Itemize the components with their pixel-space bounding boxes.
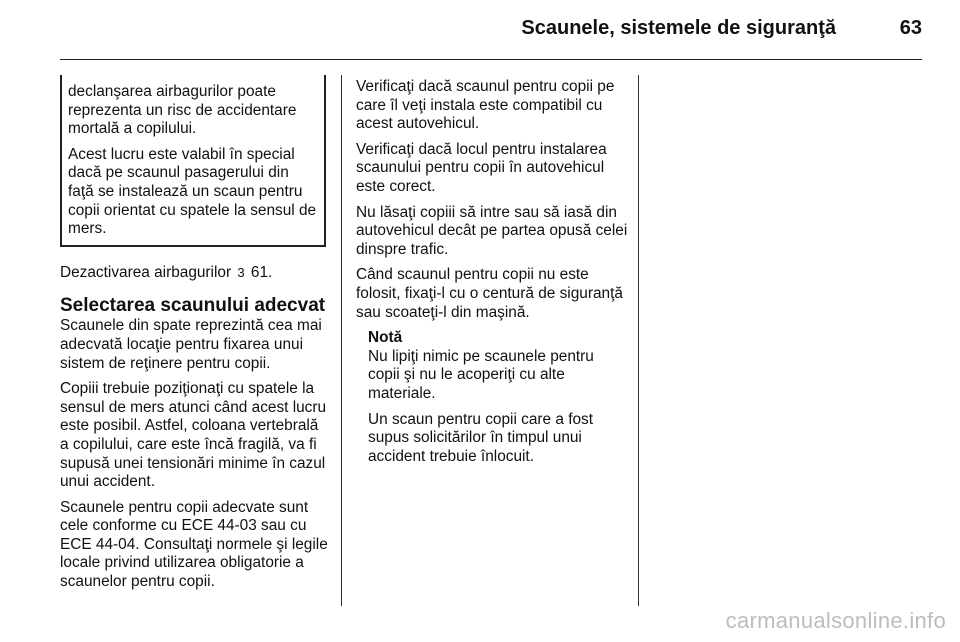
right-column bbox=[356, 78, 628, 473]
xref-page[interactable]: 61. bbox=[250, 263, 273, 281]
body-paragraph: Scaunele pentru copii adecvate sunt cele conforme cu ECE 44-03 sau cu ECE 44-04. Consultaţi normele şi legile locale privind utilizarea obligatorie a scaunelor pentru copii. bbox=[60, 498, 328, 591]
header-rule bbox=[60, 59, 922, 60]
left-column bbox=[60, 75, 330, 599]
note-paragraph: Un scaun pentru copii care a fost supus solicitărilor în timpul unui accident trebuie înlocuit. bbox=[368, 410, 593, 465]
body-paragraph: Nu lăsaţi copiii să intre sau să iasă din autovehicul decât pe partea opusă celei dinspre trafic. bbox=[356, 203, 628, 258]
note-paragraph: Nu lipiţi nimic pe scaunele pentru copii şi nu le acoperiţi cu alte materiale. bbox=[368, 347, 594, 402]
warning-paragraph: declanşarea airbagurilor poate reprezenta un risc de accidentare mortală a copilului. bbox=[68, 83, 297, 138]
page-number: 63 bbox=[899, 17, 922, 39]
page-header-title: Scaunele, sistemele de siguranţă bbox=[521, 17, 836, 39]
body-paragraph: Scaunele din spate reprezintă cea mai adecvată locaţie pentru fixarea unui sistem de reţinere pentru copii. bbox=[60, 317, 322, 372]
body-paragraph: Verificaţi dacă scaunul pentru copii pe care îl veţi instala este compatibil cu acest autovehicul. bbox=[356, 78, 615, 133]
cross-reference bbox=[60, 264, 330, 283]
page-reference-icon: 3 bbox=[237, 264, 245, 280]
warning-box bbox=[60, 75, 326, 247]
note-label: Notă bbox=[368, 329, 403, 347]
watermark: carmanualsonline.info bbox=[725, 608, 946, 633]
column-divider-left bbox=[341, 75, 342, 606]
section-heading: Selectarea scaunului adecvat bbox=[60, 295, 326, 317]
xref-text: Dezactivarea airbagurilor bbox=[60, 263, 232, 281]
note-block bbox=[356, 329, 628, 466]
body-paragraph: Copiii trebuie poziţionaţi cu spatele la sensul de mers atunci când acest lucru este posibil. Astfel, coloana vertebrală a copilului, care este încă fragilă, va fi supusă unei tensionări minime în cazul unui accident. bbox=[60, 380, 327, 491]
body-paragraph: Verificaţi dacă locul pentru instalarea scaunului pentru copii în autovehicul este corect. bbox=[356, 140, 607, 195]
body-paragraph: Când scaunul pentru copii nu este folosit, fixaţi-l cu o centură de siguranţă sau scoateţi-l din maşină. bbox=[356, 266, 623, 321]
warning-paragraph: Acest lucru este valabil în special dacă pe scaunul pasagerului din faţă se instalează un scaun pentru copii orientat cu spatele la sensul de mers. bbox=[68, 145, 317, 238]
column-divider-right bbox=[638, 75, 639, 606]
